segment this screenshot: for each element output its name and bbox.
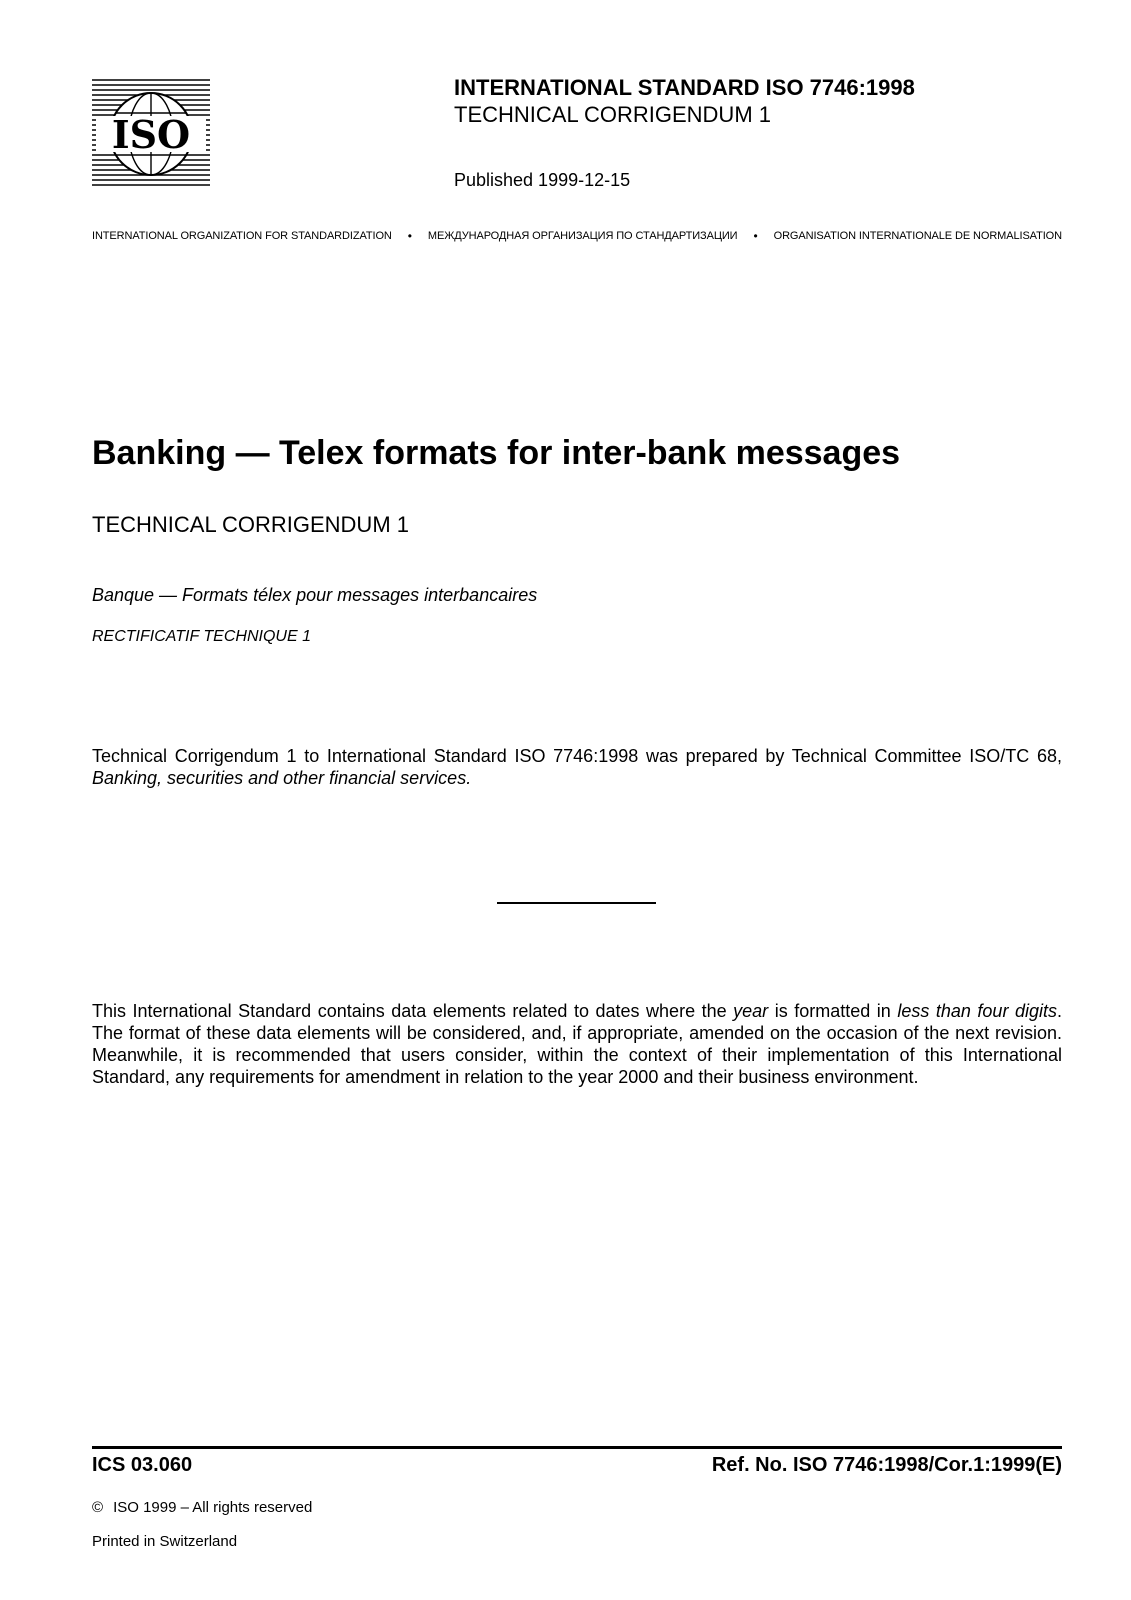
organization-names bbox=[92, 229, 1062, 243]
preparation-note bbox=[92, 745, 1062, 789]
copyright-text: ISO 1999 – All rights reserved bbox=[113, 1499, 313, 1516]
publication-date: Published 1999-12-15 bbox=[454, 170, 631, 190]
french-title: Banque — Formats télex pour messages interbancaires bbox=[92, 585, 538, 605]
org-name-english: INTERNATIONAL ORGANIZATION FOR STANDARDIZATION bbox=[92, 230, 392, 242]
copyright-icon: © bbox=[92, 1499, 104, 1516]
separator-dot: • bbox=[753, 229, 758, 243]
standard-subtitle: TECHNICAL CORRIGENDUM 1 bbox=[454, 102, 771, 127]
note-emphasis: less than four digits bbox=[897, 1001, 1057, 1021]
copyright-notice bbox=[92, 1499, 312, 1516]
reference-number: Ref. No. ISO 7746:1998/Cor.1:1999(E) bbox=[711, 1454, 1062, 1476]
document-title: Banking — Telex formats for inter-bank messages bbox=[92, 434, 901, 472]
year-2000-note bbox=[92, 1000, 1062, 1088]
svg-text:ISO: ISO bbox=[111, 112, 191, 157]
footer-rule bbox=[92, 1446, 1062, 1449]
note-text: This International Standard contains data elements related to dates where the bbox=[92, 1001, 734, 1021]
committee-title: Banking, securities and other financial services. bbox=[92, 768, 472, 788]
ics-code: ICS 03.060 bbox=[92, 1454, 193, 1476]
org-name-french: ORGANISATION INTERNATIONALE DE NORMALISATION bbox=[773, 230, 1062, 242]
note-emphasis: year bbox=[733, 1001, 769, 1021]
separator-dot: • bbox=[407, 229, 412, 243]
section-divider bbox=[497, 902, 656, 904]
note-text: is formatted in bbox=[768, 1001, 898, 1021]
document-subtitle: TECHNICAL CORRIGENDUM 1 bbox=[92, 512, 409, 537]
standard-title: INTERNATIONAL STANDARD ISO 7746:1998 bbox=[454, 75, 915, 100]
note-text: . The format of these data elements will be considered, and, if appropriate, amended on the occasion of the next revision. Meanwhile, it is recommended that users consider, within the context of their implementation of this International Standard, any requirements for amendment in relation to the year 2000 and their business environment. bbox=[92, 1001, 1062, 1087]
iso-logo bbox=[92, 78, 210, 190]
printed-location: Printed in Switzerland bbox=[92, 1533, 238, 1550]
preparation-text: Technical Corrigendum 1 to International Standard ISO 7746:1998 was prepared by Technical Committee ISO/TC 68, bbox=[92, 746, 1062, 766]
french-subtitle: RECTIFICATIF TECHNIQUE 1 bbox=[92, 628, 311, 645]
org-name-russian: МЕЖДУНАРОДНАЯ ОРГАНИЗАЦИЯ ПО СТАНДАРТИЗАЦИИ bbox=[427, 230, 738, 242]
